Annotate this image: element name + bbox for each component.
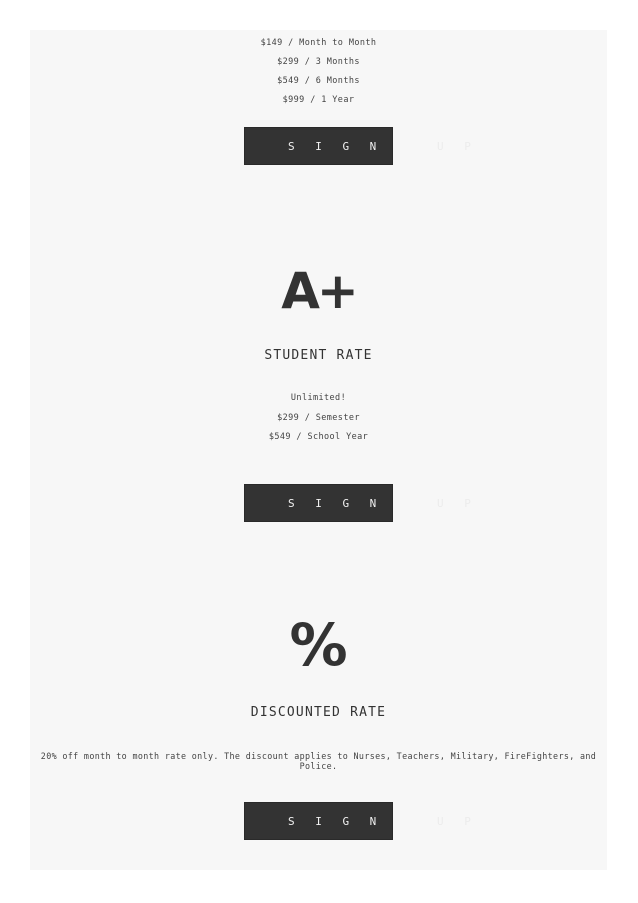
- grade-a-plus-icon: A+: [281, 262, 356, 320]
- signup-label-overflow: UP: [437, 497, 492, 510]
- monthly-signup-button[interactable]: [244, 127, 492, 165]
- price-school-year: $549 / School Year: [268, 432, 369, 442]
- discounted-rate-title: DISCOUNTED RATE: [250, 705, 387, 720]
- price-6-months: $549 / 6 Months: [277, 76, 360, 86]
- signup-label: SIGN: [288, 815, 397, 828]
- price-month-to-month: $149 / Month to Month: [260, 38, 377, 48]
- pricing-page: [30, 30, 607, 870]
- percent-icon: %: [289, 611, 348, 679]
- discount-signup-button[interactable]: [244, 802, 492, 840]
- price-unlimited: Unlimited!: [290, 393, 347, 403]
- student-rate-title: STUDENT RATE: [264, 348, 373, 363]
- signup-label: SIGN: [288, 140, 397, 153]
- price-3-months: $299 / 3 Months: [277, 57, 360, 67]
- student-signup-button[interactable]: [244, 484, 492, 522]
- price-1-year: $999 / 1 Year: [282, 95, 355, 105]
- discount-description: 20% off month to month rate only. The discount applies to Nurses, Teachers, Military, FireFighters, and Police.: [40, 751, 597, 771]
- signup-label-overflow: UP: [437, 140, 492, 153]
- price-semester: $299 / Semester: [277, 413, 360, 423]
- signup-label: SIGN: [288, 497, 397, 510]
- signup-label-overflow: UP: [437, 815, 492, 828]
